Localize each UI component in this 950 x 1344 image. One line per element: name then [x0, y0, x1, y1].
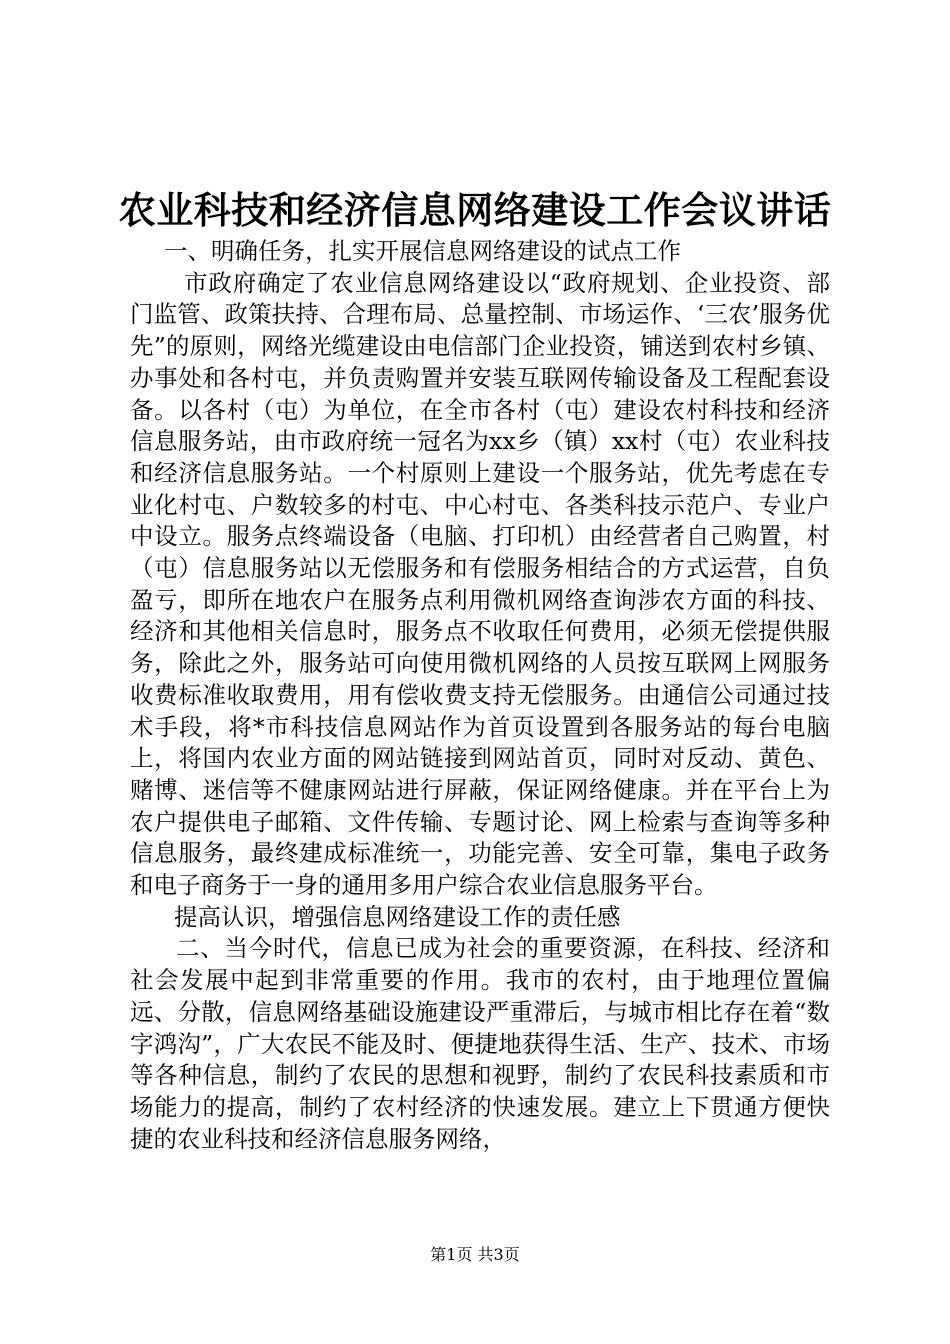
section-heading-2: 提高认识，增强信息网络建设工作的责任感 [174, 902, 621, 931]
document-body [130, 236, 830, 1155]
document-title: 农业科技和经济信息网络建设工作会议讲话 [118, 188, 832, 232]
body-paragraph-1: 市政府确定了农业信息网络建设以“政府规划、企业投资、部门监管、政策扶持、合理布局、总量控制、市场运作、‘三农’服务优先”的原则，网络光缆建设由电信部门企业投资，铺送到农村乡镇、办事处和各村屯，并负责购置并安装互联网传输设备及工程配套设备。以各村（屯）为单位，在全市各村（屯）建设农村科技和经济信息服务站，由市政府统一冠名为xx乡（镇）xx村（屯）农业科技和经济信息服务站。一个村原则上建设一个服务站，优先考虑在专业化村屯、户数较多的村屯、中心村屯、各类科技示范户、专业户中设立。服务点终端设备（电脑、打印机）由经营者自己购置，村（屯）信息服务站以无偿服务和有偿服务相结合的方式运营，自负盈亏，即所在地农户在服务点利用微机网络查询涉农方面的科技、经济和其他相关信息时，服务点不收取任何费用，必须无偿提供服务，除此之外，服务站可向使用微机网络的人员按互联网上网服务收费标准收取费用，用有偿收费支持无偿服务。由通信公司通过技术手段，将*市科技信息网站作为首页设置到各服务站的每台电脑上，将国内农业方面的网站链接到网站首页，同时对反动、黄色、赌博、迷信等不健康网站进行屏蔽，保证网络健康。并在平台上为农户提供电子邮箱、文件传输、专题讨论、网上检索与查询等多种信息服务，最终建成标准统一，功能完善、安全可靠，集电子政务和电子商务于一身的通用多用户综合农业信息服务平台。 [130, 268, 830, 900]
page-number-footer: 第1页 共3页 [430, 1245, 520, 1264]
body-paragraph-2: 二、当今时代，信息已成为社会的重要资源，在科技、经济和社会发展中起到非常重要的作用。我市的农村，由于地理位置偏远、分散，信息网络基础设施建设严重滞后，与城市相比存在着“数字鸿沟”，广大农民不能及时、便捷地获得生活、生产、技术、市场等各种信息，制约了农民的思想和视野，制约了农民科技素质和市场能力的提高，制约了农村经济的快速发展。建立上下贯通方便快捷的农业科技和经济信息服务网络， [130, 934, 830, 1153]
section-heading-1: 一、明确任务，扎实开展信息网络建设的试点工作 [164, 237, 681, 265]
